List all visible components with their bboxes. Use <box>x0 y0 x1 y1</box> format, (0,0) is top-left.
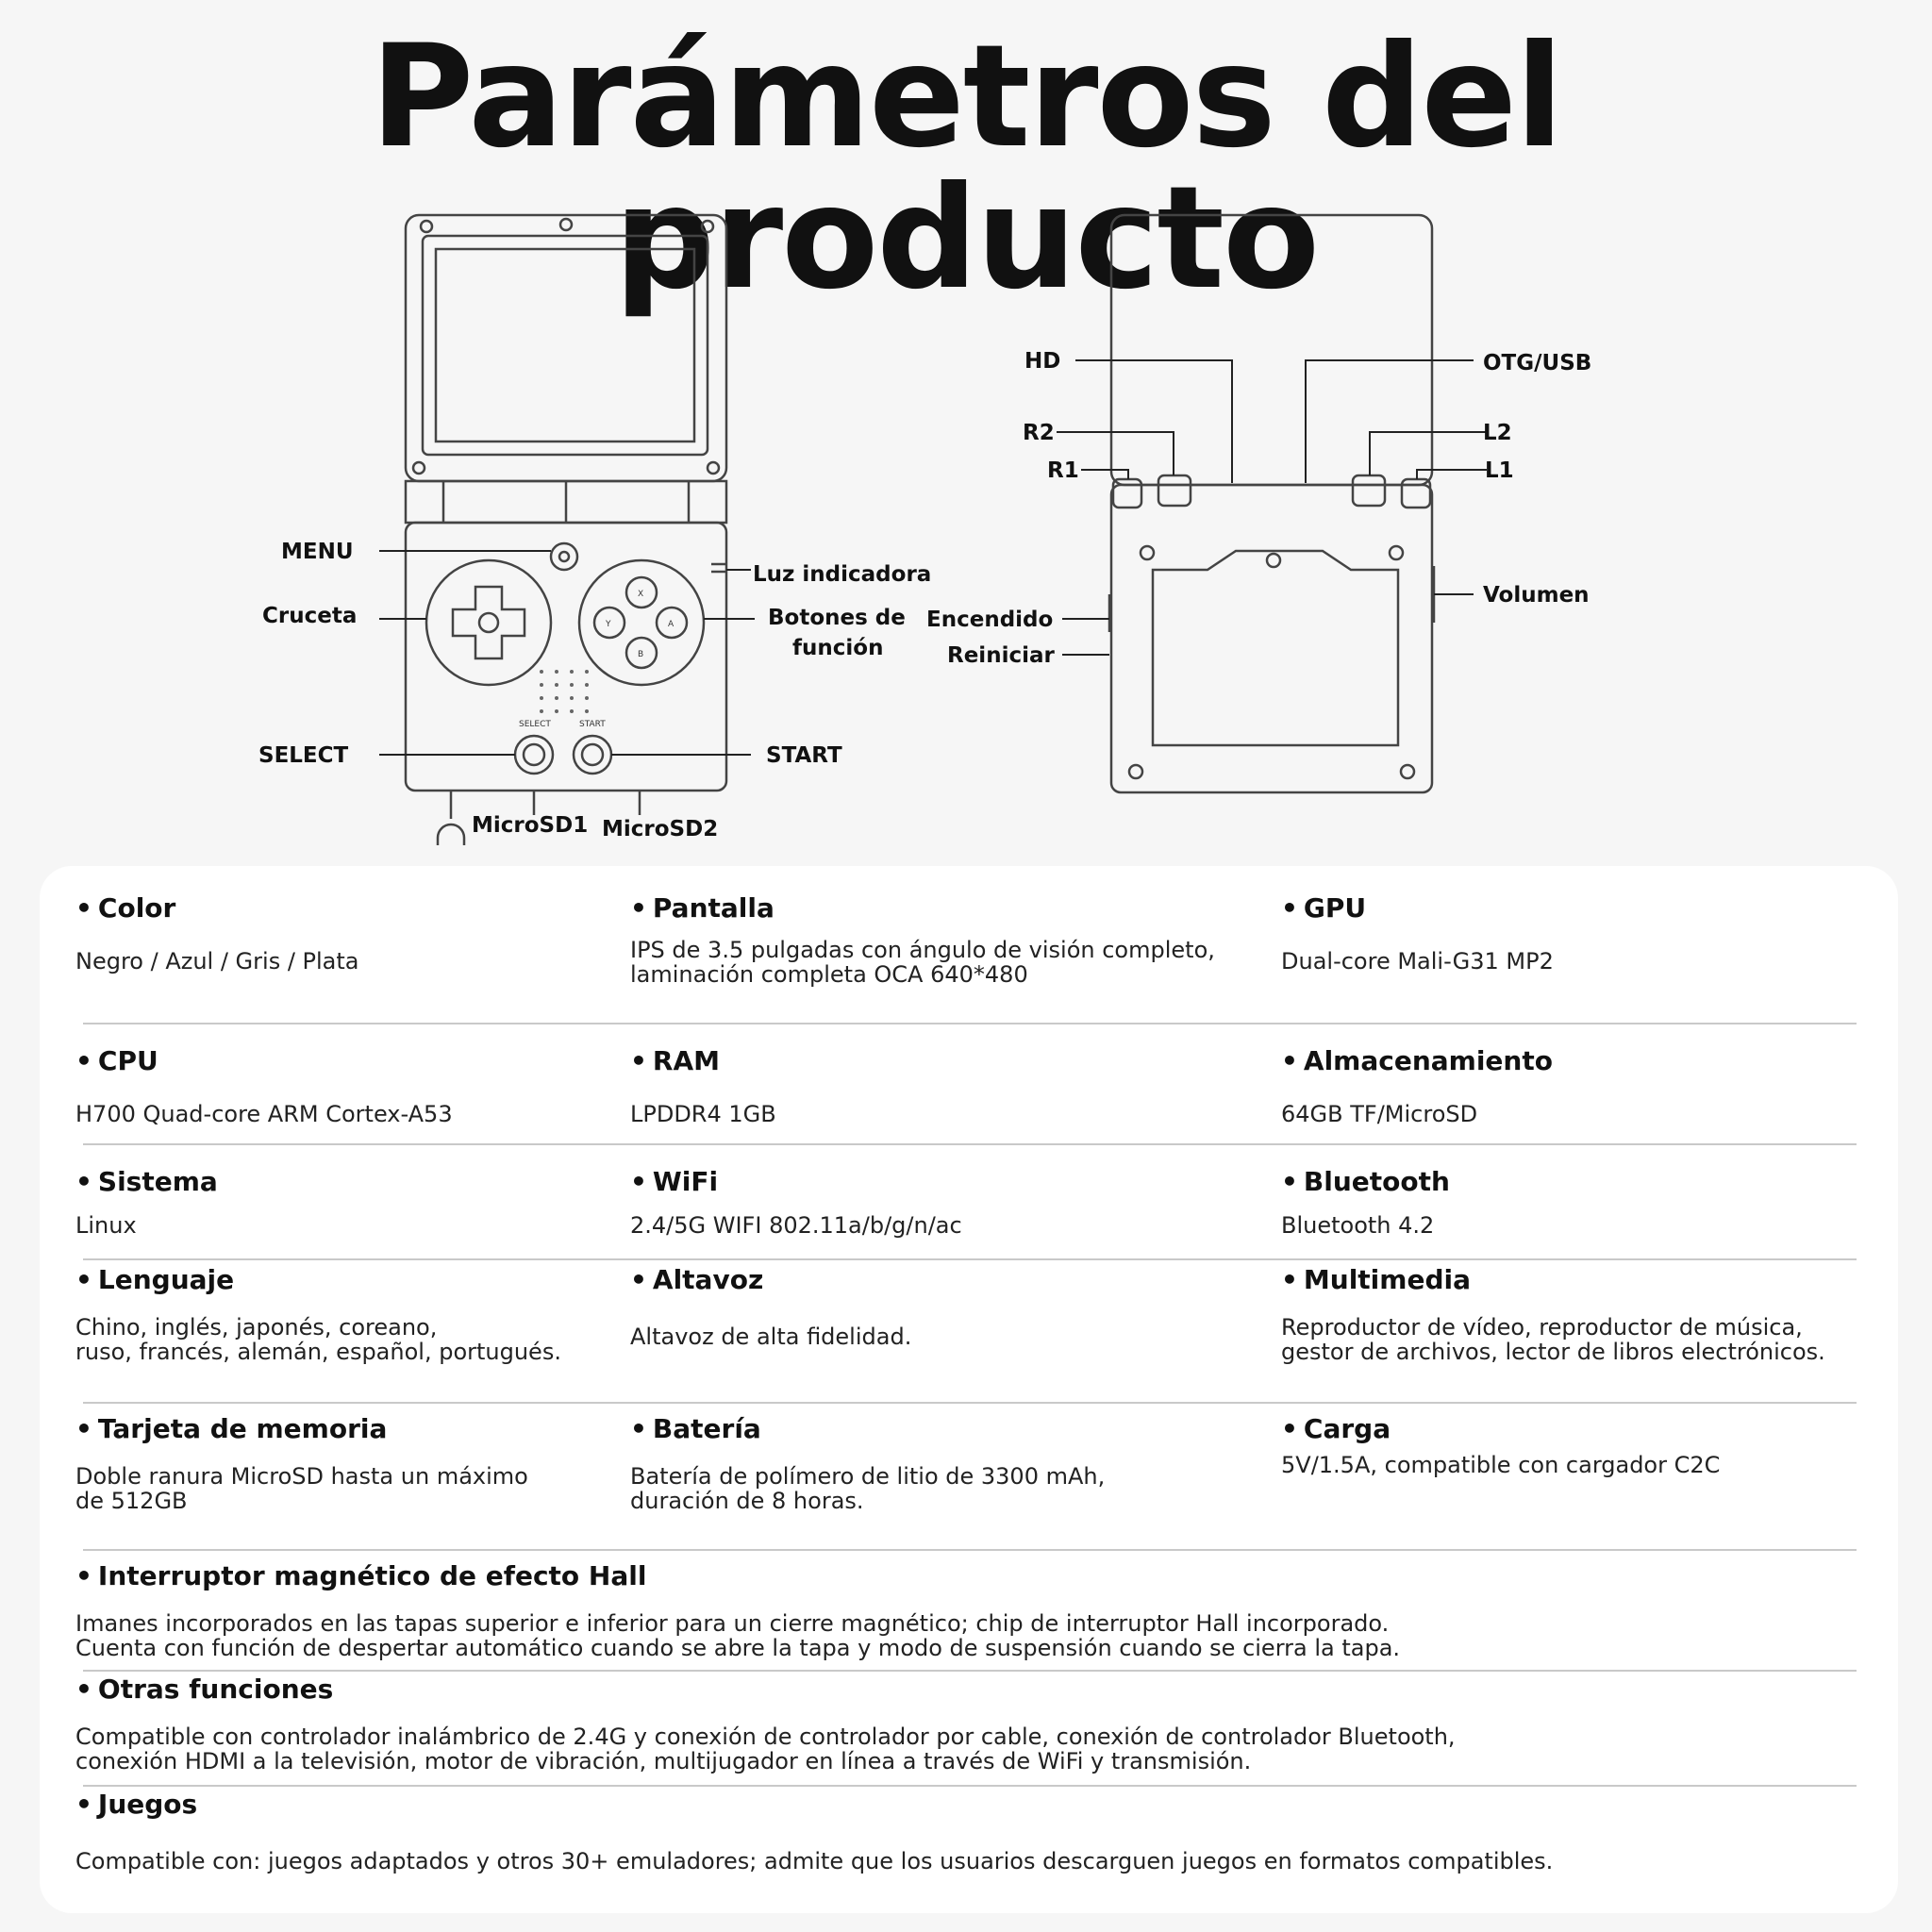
spec-title: GPU <box>1303 892 1367 924</box>
battery-cover <box>1153 551 1398 745</box>
spec-title: Carga <box>1303 1413 1391 1444</box>
back-lid <box>1111 215 1432 485</box>
spec-title: WiFi <box>652 1166 719 1197</box>
callout-microsd2: MicroSD2 <box>602 817 719 841</box>
dpad-ring <box>426 560 551 685</box>
spec-multimedia-value-wrap <box>1281 1315 1825 1364</box>
callout-luz-indicadora: Luz indicadora <box>753 562 932 587</box>
callout-l1: L1 <box>1485 458 1514 483</box>
dpad-shape <box>453 587 525 658</box>
row-separator <box>83 1258 1857 1260</box>
row-separator <box>83 1023 1857 1024</box>
spec-title: Lenguaje <box>97 1264 235 1295</box>
front-body <box>406 523 726 791</box>
spec-multimedia: • Multimedia <box>1281 1264 1471 1295</box>
spec-carga-value-wrap <box>1281 1453 1720 1477</box>
svg-text:A: A <box>668 620 675 629</box>
spec-pantalla: • Pantalla <box>630 892 774 924</box>
spec-color-value-wrap <box>75 949 359 974</box>
button-l2 <box>1353 475 1385 506</box>
spec-altavoz: • Altavoz <box>630 1264 764 1295</box>
spec-title: Multimedia <box>1303 1264 1471 1295</box>
spec-value: H700 Quad-core ARM Cortex-A53 <box>75 1101 453 1127</box>
callout-l2: L2 <box>1483 421 1512 445</box>
spec-altavoz-value-wrap <box>630 1324 911 1349</box>
spec-title: CPU <box>97 1045 158 1076</box>
spec-lenguaje: • Lenguaje <box>75 1264 235 1295</box>
row-separator <box>83 1670 1857 1672</box>
lid-screw <box>708 462 719 474</box>
spec-wifi-value-wrap <box>630 1213 962 1238</box>
spec-value: Bluetooth 4.2 <box>1281 1212 1435 1239</box>
spec-value: Negro / Azul / Gris / Plata <box>75 948 359 974</box>
spec-title: RAM <box>652 1045 720 1076</box>
spec-title: Interruptor magnético de efecto Hall <box>97 1560 647 1591</box>
spec-value: Linux <box>75 1212 137 1239</box>
page-title: Parámetros del producto <box>370 15 1562 321</box>
spec-interruptor-hall: • Interruptor magnético de efecto Hall <box>75 1560 647 1591</box>
spec-sistema: • Sistema <box>75 1166 218 1197</box>
spec-wifi: • WiFi <box>630 1166 719 1197</box>
spec-value: Reproductor de vídeo, reproductor de música, gestor de archivos, lector de libros electrónicos. <box>1281 1314 1825 1365</box>
spec-title: Tarjeta de memoria <box>97 1413 388 1444</box>
back-view <box>1109 215 1434 792</box>
spec-value: 64GB TF/MicroSD <box>1281 1101 1478 1127</box>
row-separator <box>83 1402 1857 1404</box>
start-button-shape <box>574 736 611 774</box>
spec-value: Altavoz de alta fidelidad. <box>630 1324 912 1350</box>
spec-value: Imanes incorporados en las tapas superior e inferior para un cierre magnético; chip de interruptor Hall incorporado. Cuenta con función de despertar automático cuando se abre la tapa y modo de suspensión cuando se cierra la tapa. <box>75 1610 1401 1661</box>
front-screen <box>436 249 694 441</box>
callout-botones-line1: Botones de <box>768 606 906 630</box>
front-view <box>406 215 726 845</box>
callout-botones-line2: función <box>792 636 884 660</box>
spec-panel <box>40 866 1898 1913</box>
spec-juegos-value-wrap <box>75 1849 1553 1874</box>
spec-value: 5V/1.5A, compatible con cargador C2C <box>1281 1452 1721 1478</box>
spec-otras-funciones: • Otras funciones <box>75 1674 334 1705</box>
spec-title: Color <box>97 892 176 924</box>
spec-bluetooth: • Bluetooth <box>1281 1166 1450 1197</box>
spec-ram: • RAM <box>630 1045 720 1076</box>
spec-tarjeta: • Tarjeta de memoria <box>75 1413 388 1444</box>
spec-value: Chino, inglés, japonés, coreano, ruso, francés, alemán, español, portugués. <box>75 1314 561 1365</box>
speaker-grille <box>540 670 589 713</box>
callout-start: START <box>766 743 842 768</box>
spec-value: Doble ranura MicroSD hasta un máximo de 512GB <box>75 1463 528 1514</box>
row-separator <box>83 1143 1857 1145</box>
spec-pantalla-value-wrap <box>630 938 1215 987</box>
spec-value: Compatible con: juegos adaptados y otros 30+ emuladores; admite que los usuarios descarguen juegos en formatos compatibles. <box>75 1848 1554 1874</box>
menu-button-shape <box>551 543 577 570</box>
callout-select: SELECT <box>258 743 349 768</box>
button-r2 <box>1158 475 1191 506</box>
spec-almacenamiento: • Almacenamiento <box>1281 1045 1553 1076</box>
spec-bateria-value-wrap <box>630 1464 1105 1513</box>
select-button-shape <box>515 736 553 774</box>
select-tiny-label: SELECT <box>519 720 551 729</box>
front-screen-bezel <box>423 236 708 455</box>
svg-text:Y: Y <box>606 620 611 629</box>
spec-title: Bluetooth <box>1303 1166 1450 1197</box>
spec-title: Almacenamiento <box>1303 1045 1553 1076</box>
callout-menu: MENU <box>281 540 354 564</box>
callout-hd: HD <box>1024 349 1061 374</box>
spec-gpu-value-wrap <box>1281 949 1554 974</box>
spec-lenguaje-value-wrap <box>75 1315 561 1364</box>
spec-otras-value-wrap <box>75 1724 1456 1774</box>
spec-value: Compatible con controlador inalámbrico de 2.4G y conexión de controlador por cable, conexión de controlador Bluetooth, conexión HDMI a la televisión, motor de vibración, multijugador en línea a través de WiFi y transmisión. <box>75 1724 1456 1774</box>
callout-r1: R1 <box>1047 458 1079 483</box>
spec-sistema-value-wrap <box>75 1213 137 1238</box>
spec-title: Altavoz <box>652 1264 764 1295</box>
spec-title: Batería <box>652 1413 761 1444</box>
spec-cpu-value-wrap <box>75 1102 453 1126</box>
start-tiny-label: START <box>579 720 606 729</box>
row-separator <box>83 1549 1857 1551</box>
spec-value: 2.4/5G WIFI 802.11a/b/g/n/ac <box>630 1212 962 1239</box>
device-diagrams <box>0 0 1932 860</box>
spec-gpu: • GPU <box>1281 892 1367 924</box>
spec-bateria: • Batería <box>630 1413 761 1444</box>
lid-screw <box>413 462 425 474</box>
spec-title: Otras funciones <box>97 1674 334 1705</box>
row-separator <box>83 1785 1857 1787</box>
spec-ram-value-wrap <box>630 1102 776 1126</box>
front-face-button-letters <box>605 590 675 659</box>
spec-bluetooth-value-wrap <box>1281 1213 1434 1238</box>
callout-r2: R2 <box>1023 421 1055 445</box>
svg-text:B: B <box>638 650 644 659</box>
face-buttons-ring <box>579 560 704 685</box>
callout-reiniciar: Reiniciar <box>947 643 1055 668</box>
spec-juegos: • Juegos <box>75 1789 198 1820</box>
spec-cpu: • CPU <box>75 1045 158 1076</box>
callout-volumen: Volumen <box>1483 583 1590 608</box>
spec-title: Pantalla <box>652 892 774 924</box>
lid-screw <box>560 219 572 230</box>
spec-value: Dual-core Mali-G31 MP2 <box>1281 948 1554 974</box>
spec-tarjeta-value-wrap <box>75 1464 528 1513</box>
headphone-jack-icon <box>438 824 464 845</box>
spec-color: • Color <box>75 892 176 924</box>
callout-cruceta: Cruceta <box>262 604 358 628</box>
spec-carga: • Carga <box>1281 1413 1391 1444</box>
callout-encendido: Encendido <box>926 608 1054 632</box>
spec-value: IPS de 3.5 pulgadas con ángulo de visión completo, laminación completa OCA 640*480 <box>630 937 1215 988</box>
spec-interruptor-value-wrap <box>75 1611 1400 1660</box>
callout-microsd1: MicroSD1 <box>472 813 589 838</box>
spec-value: LPDDR4 1GB <box>630 1101 776 1127</box>
spec-almacenamiento-value-wrap <box>1281 1102 1477 1126</box>
spec-title: Juegos <box>97 1789 198 1820</box>
lid-screw <box>702 221 713 232</box>
spec-title: Sistema <box>97 1166 218 1197</box>
callout-otg-usb: OTG/USB <box>1483 351 1592 375</box>
lid-screw <box>421 221 432 232</box>
spec-value: Batería de polímero de litio de 3300 mAh, duración de 8 horas. <box>630 1463 1106 1514</box>
svg-text:X: X <box>638 590 644 599</box>
